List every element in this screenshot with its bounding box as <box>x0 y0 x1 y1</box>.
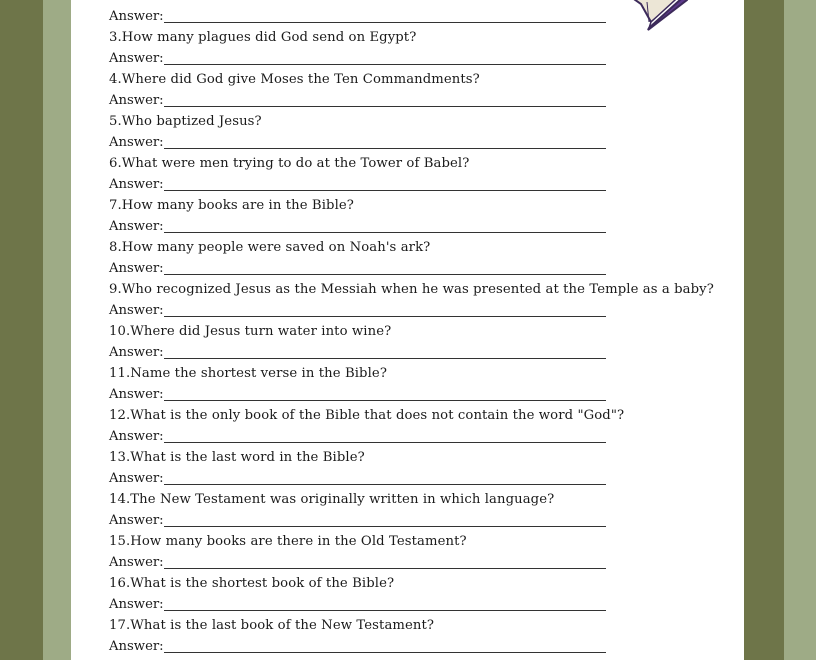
answer-line[interactable] <box>164 568 606 569</box>
right-frame-dark <box>744 0 784 660</box>
answer-row <box>109 342 739 363</box>
answer-line[interactable] <box>164 526 606 527</box>
answer-row <box>109 552 739 573</box>
answer-label: Answer: <box>109 597 164 612</box>
question-text: 7.How many books are in the Bible? <box>109 198 354 213</box>
answer-line[interactable] <box>164 652 606 653</box>
answer-label: Answer: <box>109 513 164 528</box>
answer-row <box>109 426 739 447</box>
answer-row <box>109 216 739 237</box>
answer-row <box>109 510 739 531</box>
question-text: 5.Who baptized Jesus? <box>109 114 262 129</box>
right-frame-light <box>784 0 816 660</box>
answer-line[interactable] <box>164 106 606 107</box>
answer-row <box>109 48 739 69</box>
answer-label: Answer: <box>109 135 164 150</box>
answer-row <box>109 90 739 111</box>
answer-line[interactable] <box>164 442 606 443</box>
question-text: 12.What is the only book of the Bible that does not contain the word "God"? <box>109 408 625 423</box>
answer-line[interactable] <box>164 484 606 485</box>
worksheet-page <box>71 0 744 660</box>
answer-label: Answer: <box>109 93 164 108</box>
answer-line[interactable] <box>164 610 606 611</box>
answer-line[interactable] <box>164 316 606 317</box>
question-text: 13.What is the last word in the Bible? <box>109 450 365 465</box>
answer-line[interactable] <box>164 190 606 191</box>
left-frame-light <box>43 0 71 660</box>
answer-line[interactable] <box>164 400 606 401</box>
answer-row <box>109 636 739 657</box>
answer-line[interactable] <box>164 64 606 65</box>
question-text: 16.What is the shortest book of the Bible? <box>109 576 395 591</box>
question-list <box>109 27 739 657</box>
answer-label: Answer: <box>109 261 164 276</box>
question-text: 9.Who recognized Jesus as the Messiah when he was presented at the Temple as a baby? <box>109 282 714 297</box>
answer-row-2 <box>109 6 739 27</box>
answer-label: Answer: <box>109 345 164 360</box>
answer-label: Answer: <box>109 471 164 486</box>
answer-row <box>109 384 739 405</box>
question-text: 14.The New Testament was originally written in which language? <box>109 492 555 507</box>
question-text: 17.What is the last book of the New Testament? <box>109 618 435 633</box>
answer-label: Answer: <box>109 303 164 318</box>
question-text: 15.How many books are there in the Old Testament? <box>109 534 467 549</box>
answer-label: Answer: <box>109 9 164 24</box>
answer-line[interactable] <box>164 274 606 275</box>
answer-row <box>109 174 739 195</box>
answer-label: Answer: <box>109 429 164 444</box>
answer-line[interactable] <box>164 232 606 233</box>
answer-row <box>109 594 739 615</box>
answer-line[interactable] <box>164 22 606 23</box>
question-text: 10.Where did Jesus turn water into wine? <box>109 324 392 339</box>
answer-line[interactable] <box>164 358 606 359</box>
question-text: 6.What were men trying to do at the Tower of Babel? <box>109 156 470 171</box>
answer-row <box>109 468 739 489</box>
question-text: 4.Where did God give Moses the Ten Commandments? <box>109 72 480 87</box>
answer-row <box>109 258 739 279</box>
question-text: 11.Name the shortest verse in the Bible? <box>109 366 387 381</box>
answer-label: Answer: <box>109 51 164 66</box>
answer-row <box>109 132 739 153</box>
answer-label: Answer: <box>109 219 164 234</box>
answer-label: Answer: <box>109 639 164 654</box>
answer-line[interactable] <box>164 148 606 149</box>
question-text: 3.How many plagues did God send on Egypt? <box>109 30 417 45</box>
left-frame-dark <box>0 0 43 660</box>
answer-label: Answer: <box>109 555 164 570</box>
answer-label: Answer: <box>109 387 164 402</box>
answer-label: Answer: <box>109 177 164 192</box>
question-text: 8.How many people were saved on Noah's ark? <box>109 240 431 255</box>
answer-row <box>109 300 739 321</box>
